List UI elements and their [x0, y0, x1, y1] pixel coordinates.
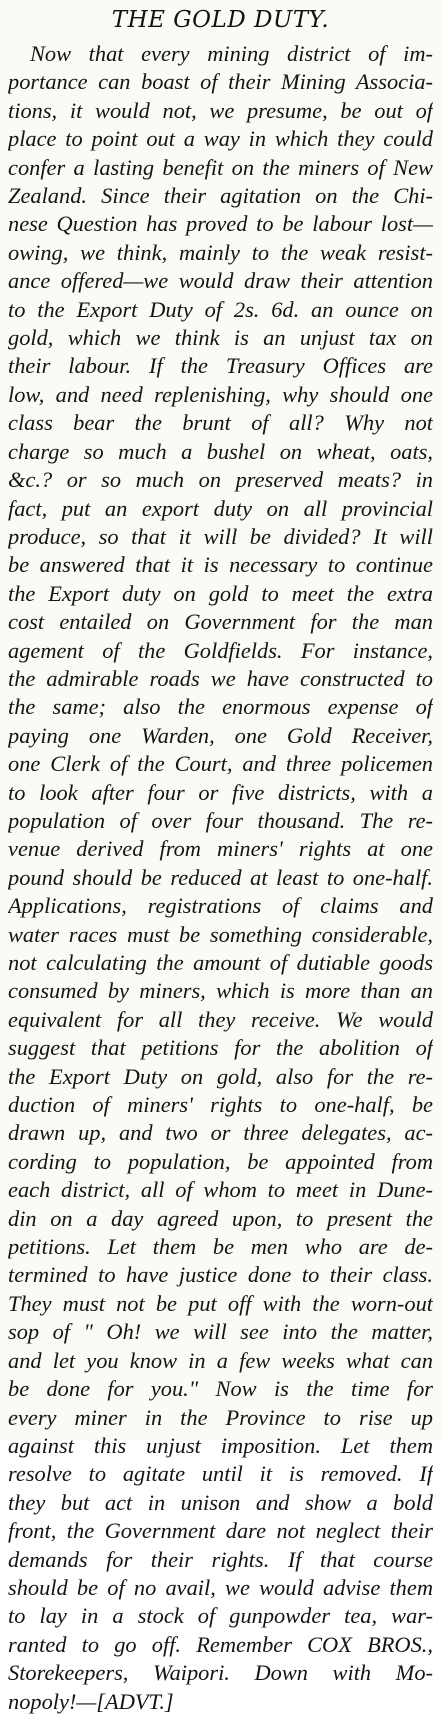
article-line: class bear the brunt of all? Why not	[8, 410, 433, 436]
article-line: water races must be something considerable,	[8, 921, 433, 947]
article-line: termined to have justice done to their class.	[8, 1262, 433, 1288]
article-line: charge so much a bushel on wheat, oats,	[8, 438, 433, 464]
article-line: not calculating the amount of dutiable goods	[8, 950, 433, 975]
article-line: the Export duty on gold to meet the extra	[8, 580, 433, 606]
article-line: ance offered—we would draw their attention	[8, 268, 433, 294]
article-line: to lay in a stock of gunpowder tea, war-	[8, 1603, 433, 1629]
article-line: each district, all of whom to meet in Dune-	[8, 1177, 433, 1203]
article-line: be done for you." Now is the time for	[8, 1376, 433, 1402]
article-line: duction of miners' rights to one-half, be	[8, 1092, 433, 1118]
article-line: cost entailed on Government for the man	[8, 609, 433, 635]
article-line: paying one Warden, one Gold Receiver,	[8, 722, 433, 748]
article-line: produce, so that it will be divided? It will	[8, 523, 433, 549]
article-line: the admirable roads we have constructed to	[8, 665, 433, 691]
article-line: demands for their rights. If that course	[8, 1546, 433, 1572]
article-line: the Export Duty on gold, also for the re-	[8, 1063, 433, 1089]
article-line: consumed by miners, which is more than an	[8, 978, 433, 1004]
article-line: Applications, registrations of claims and	[8, 893, 433, 919]
article-line: and let you know in a few weeks what can	[8, 1347, 433, 1373]
article-line: agement of the Goldfields. For instance,	[8, 637, 433, 663]
article-line: their labour. If the Treasury Offices are	[8, 353, 433, 379]
article-line: suggest that petitions for the abolition of	[8, 1035, 433, 1061]
article-line: &c.? or so much on preserved meats? in	[8, 467, 433, 493]
article-line: equivalent for all they receive. We would	[8, 1006, 433, 1032]
article-line: to the Export Duty of 2s. 6d. an ounce on	[8, 296, 433, 322]
article-line: gold, which we think is an unjust tax on	[8, 325, 433, 351]
article-line: Now that every mining district of im-	[30, 41, 433, 66]
article-line: to look after four or five districts, with a	[8, 779, 433, 805]
article-line: They must not be put off with the worn-out	[8, 1290, 433, 1316]
article-line: fact, put an export duty on all provincial	[8, 495, 433, 521]
article-line: portance can boast of their Mining Associa-	[8, 69, 433, 95]
article-line: owing, we think, mainly to the weak resist-	[8, 239, 433, 265]
article-line: nopoly!—[ADVT.]	[8, 1688, 174, 1714]
article-title: THE GOLD DUTY.	[111, 7, 330, 33]
article-line: low, and need replenishing, why should one	[8, 381, 433, 407]
article-line: front, the Government dare not neglect their	[8, 1518, 433, 1544]
article-line: petitions. Let them be men who are de-	[8, 1234, 433, 1260]
article-line: Zealand. Since their agitation on the Chi-	[8, 183, 433, 209]
article-line: nese Question has proved to be labour lost—	[8, 211, 433, 237]
article-line: venue derived from miners' rights at one	[8, 836, 433, 862]
article-line: resolve to agitate until it is removed. If	[8, 1461, 433, 1487]
article-line: should be of no avail, we would advise them	[8, 1574, 433, 1600]
article-line: din on a day agreed upon, to present the	[8, 1205, 433, 1231]
article-line: confer a lasting benefit on the miners of New	[8, 154, 433, 180]
article-line: drawn up, and two or three delegates, ac-	[8, 1120, 433, 1146]
article-line: every miner in the Province to rise up	[8, 1404, 433, 1430]
article-line: tions, it would not, we presume, be out of	[8, 97, 433, 123]
article-line: sop of " Oh! we will see into the matter,	[8, 1319, 433, 1345]
article-line: they but act in unison and show a bold	[8, 1489, 433, 1515]
article-line: population of over four thousand. The re-	[8, 807, 433, 833]
article-line: pound should be reduced at least to one-half.	[8, 864, 433, 890]
article-line: against this unjust imposition. Let them	[8, 1432, 433, 1458]
article-line: cording to population, be appointed from	[8, 1148, 433, 1174]
article-line: be answered that it is necessary to continue	[8, 552, 433, 578]
article-line: one Clerk of the Court, and three policemen	[8, 751, 433, 777]
article-line: place to point out a way in which they could	[8, 126, 433, 152]
article-line: ranted to go off. Remember COX BROS.,	[8, 1631, 433, 1657]
article-line: Storekeepers, Waipori. Down with Mo-	[8, 1660, 433, 1686]
article-line: the same; also the enormous expense of	[8, 694, 433, 720]
article-body	[8, 40, 433, 1716]
